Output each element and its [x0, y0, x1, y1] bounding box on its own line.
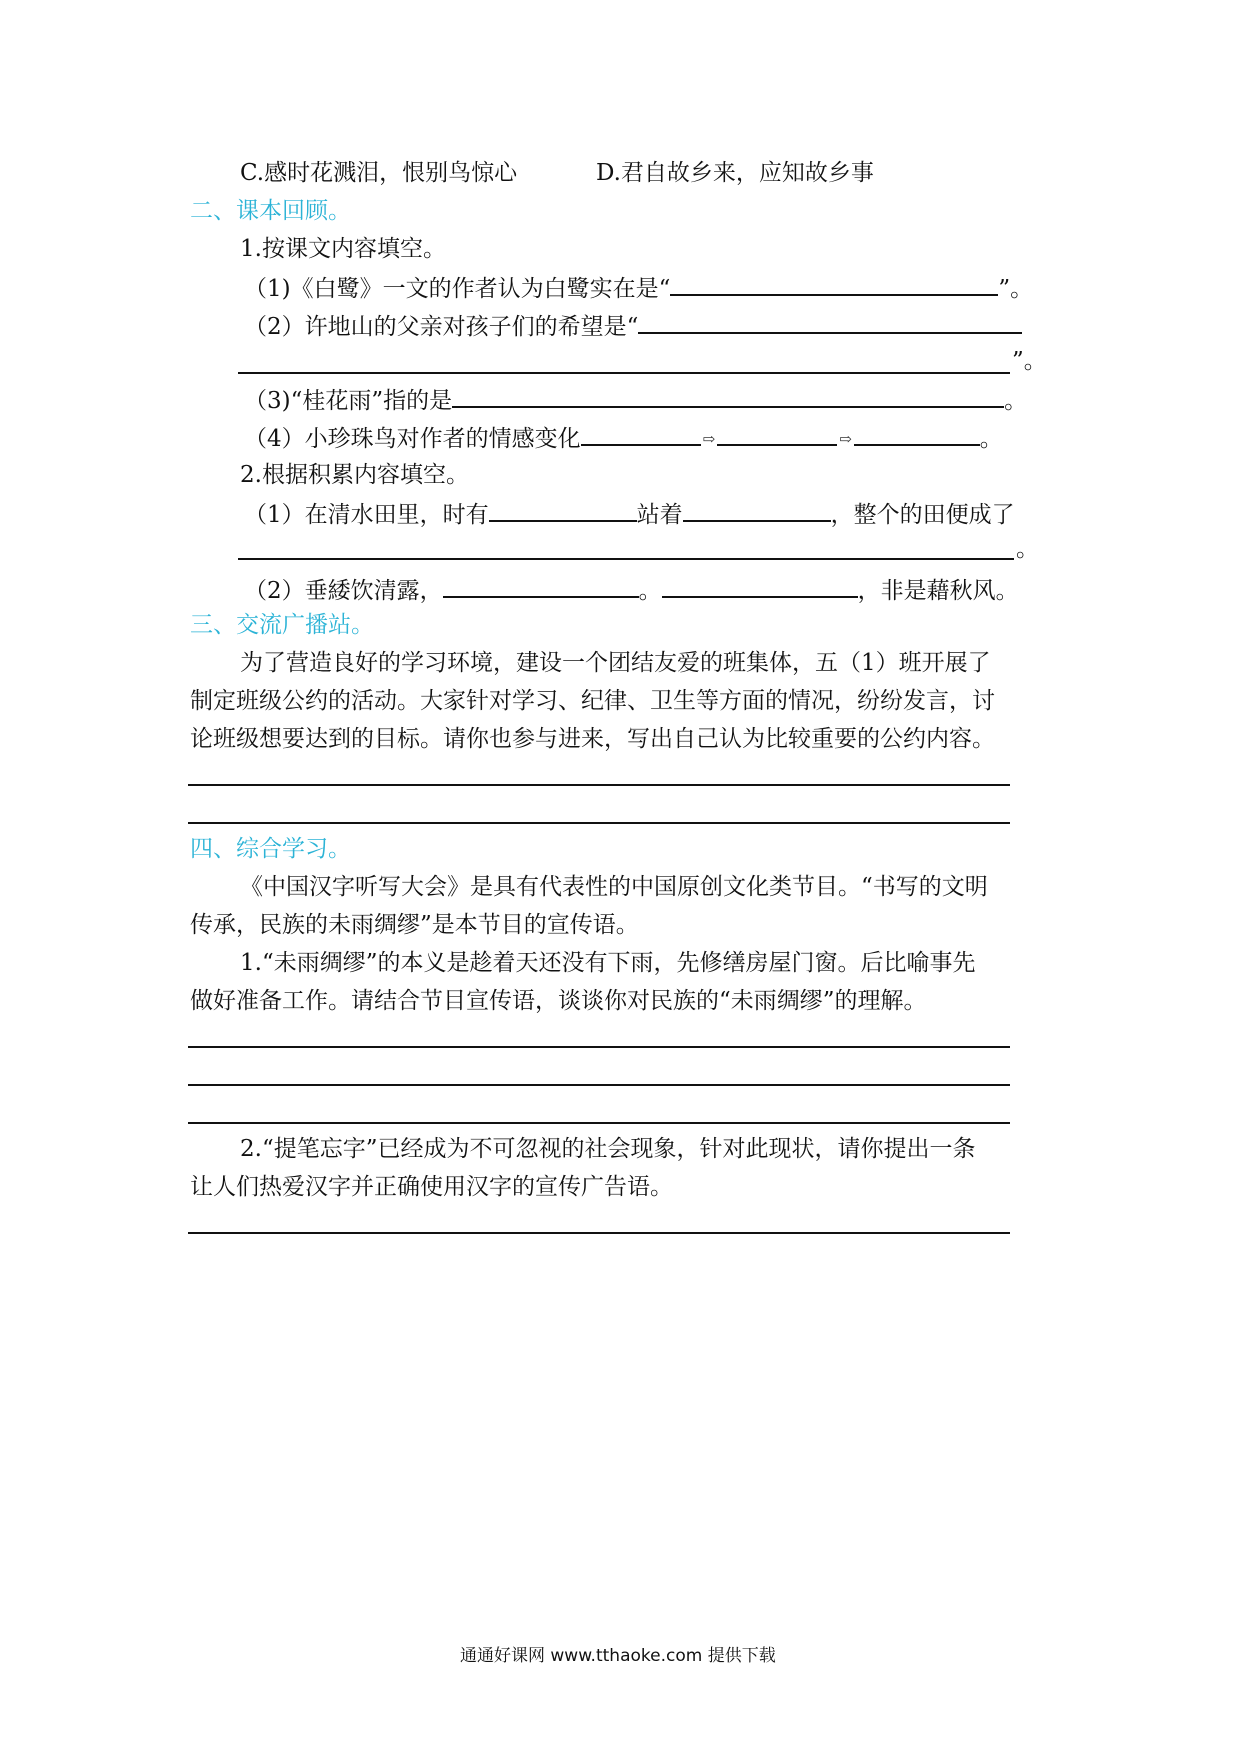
answer-blank[interactable]	[683, 498, 831, 522]
s4-intro-line1: 《中国汉字听写大会》是具有代表性的中国原创文化类节目。“书写的文明	[240, 874, 988, 900]
s3-para-line1: 为了营造良好的学习环境，建设一个团结友爱的班集体，五（1）班开展了	[240, 650, 991, 676]
section3-heading: 三、交流广播站。	[190, 612, 374, 638]
section2-heading: 二、课本回顾。	[190, 198, 351, 224]
s2-q2-item1-b: 站着	[636, 502, 683, 528]
option-c: C.感时花溅泪，恨别鸟惊心	[240, 160, 518, 186]
answer-line[interactable]	[188, 784, 1010, 786]
s4-q1-line2: 做好准备工作。请结合节目宣传语，谈谈你对民族的“未雨绸缪”的理解。	[190, 988, 927, 1014]
s2-q2-item1-end: 。	[1016, 536, 1039, 562]
answer-line[interactable]	[188, 1232, 1010, 1234]
s2-q1-item2	[244, 310, 1022, 342]
s2-q2-item1	[244, 498, 1015, 530]
s2-q1-item4-prompt: （4）小珍珠鸟对作者的情感变化	[244, 426, 581, 452]
s2-q2-item2	[244, 574, 1019, 606]
answer-blank[interactable]	[670, 272, 998, 296]
answer-line[interactable]	[188, 822, 1010, 824]
answer-line[interactable]	[188, 1084, 1010, 1086]
s2-q2-title: 2.根据积累内容填空。	[240, 462, 469, 488]
s4-q2-line1: 2.“提笔忘字”已经成为不可忽视的社会现象，针对此现状，请你提出一条	[240, 1136, 976, 1162]
answer-line[interactable]	[238, 558, 1014, 560]
s2-q1-item4	[244, 422, 1003, 454]
s2-q1-item3	[244, 384, 1027, 416]
section4-heading: 四、综合学习。	[190, 836, 351, 862]
option-d: D.君自故乡来，应知故乡事	[596, 160, 874, 186]
s3-para-line3: 论班级想要达到的目标。请你也参与进来，写出自己认为比较重要的公约内容。	[190, 726, 995, 752]
answer-blank[interactable]	[452, 384, 1004, 408]
s2-q1-item3-prompt: （3)“桂花雨”指的是	[244, 388, 453, 414]
s2-q1-item4-end: 。	[979, 426, 1003, 452]
answer-blank[interactable]	[717, 422, 837, 446]
footer-credit: 通通好课网 www.tthaoke.com 提供下载	[460, 1646, 776, 1666]
s2-q2-item2-c: ，非是藉秋风。	[857, 578, 1019, 604]
answer-blank[interactable]	[854, 422, 980, 446]
s2-q1-item2-prompt: （2）许地山的父亲对孩子们的希望是“	[244, 314, 639, 340]
s2-q1-item1-prompt: （1)《白鹭》一文的作者认为白鹭实在是“	[244, 276, 671, 302]
answer-blank[interactable]	[638, 310, 1022, 334]
s2-q1-item3-end: 。	[1004, 388, 1028, 414]
s4-intro-line2: 传承，民族的未雨绸缪”是本节目的宣传语。	[190, 912, 639, 938]
answer-blank[interactable]	[662, 574, 858, 598]
answer-line[interactable]	[238, 372, 1010, 374]
s2-q1-title: 1.按课文内容填空。	[240, 236, 446, 262]
s2-q1-item1	[244, 272, 1033, 304]
s4-q2-line2: 让人们热爱汉字并正确使用汉字的宣传广告语。	[190, 1174, 673, 1200]
s2-q2-item1-c: ，整个的田便成了	[830, 502, 1015, 528]
s2-q2-item2-b: 。	[638, 578, 662, 604]
s2-q2-item1-a: （1）在清水田里，时有	[244, 502, 489, 528]
answer-blank[interactable]	[443, 574, 639, 598]
arrow-icon: ⇨	[839, 430, 852, 448]
s2-q1-item2-close: ”。	[1012, 348, 1047, 374]
answer-line[interactable]	[188, 1122, 1010, 1124]
answer-line[interactable]	[188, 1046, 1010, 1048]
s3-para-line2: 制定班级公约的活动。大家针对学习、纪律、卫生等方面的情况，纷纷发言，讨	[190, 688, 995, 714]
s4-q1-line1: 1.“未雨绸缪”的本义是趁着天还没有下雨，先修缮房屋门窗。后比喻事先	[240, 950, 976, 976]
answer-blank[interactable]	[489, 498, 637, 522]
answer-blank[interactable]	[581, 422, 701, 446]
arrow-icon: ⇨	[702, 430, 716, 448]
s2-q1-item1-close: ”。	[998, 276, 1034, 302]
s2-q2-item2-a: （2）垂緌饮清露，	[244, 578, 443, 604]
